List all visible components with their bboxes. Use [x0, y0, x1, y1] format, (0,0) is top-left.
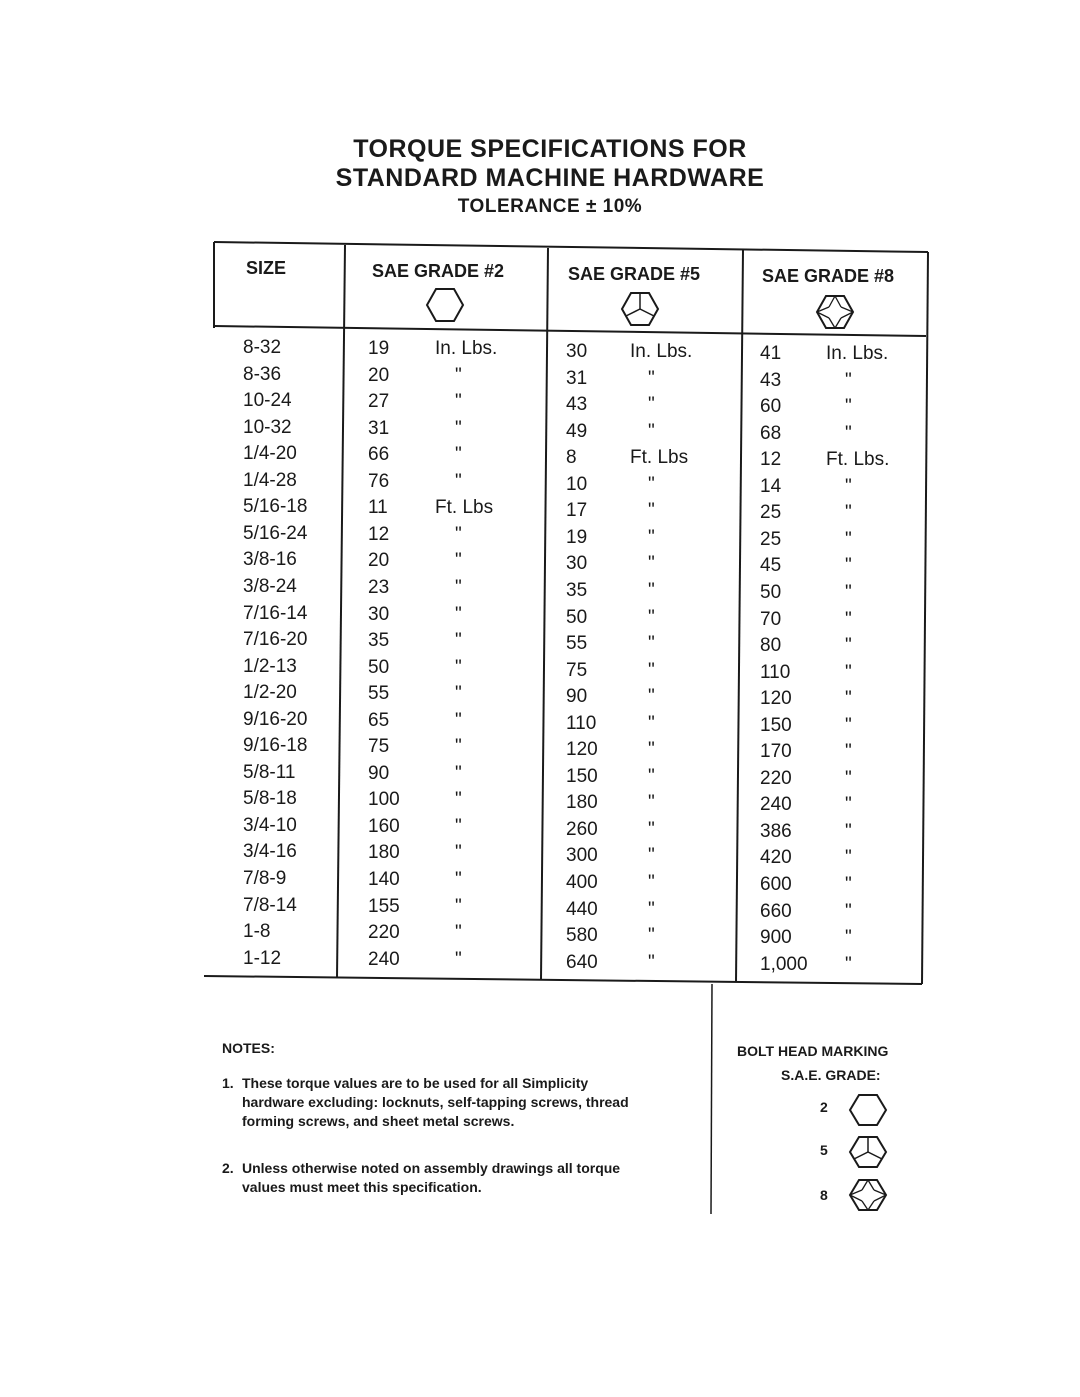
cell-grade5-value: 400: [566, 872, 598, 893]
cell-grade5-unit: ": [648, 500, 655, 522]
cell-size: 1/2-13: [243, 655, 297, 677]
cell-size: 10-24: [243, 390, 292, 412]
cell-grade5-unit: Ft. Lbs: [630, 447, 689, 469]
cell-grade2-value: 27: [368, 391, 390, 413]
cell-size: 8-32: [243, 337, 282, 358]
cell-size: 7/16-20: [243, 629, 308, 651]
cell-grade2-value: 23: [368, 576, 390, 598]
cell-grade5-value: 10: [566, 473, 588, 495]
cell-grade5-value: 120: [566, 739, 598, 761]
cell-grade5-unit: ": [648, 633, 655, 655]
cell-grade2-value: 66: [368, 444, 390, 466]
cell-grade2-unit: In. Lbs.: [435, 338, 498, 359]
cell-grade8-value: 660: [760, 900, 792, 922]
cell-size: 5/8-18: [243, 788, 297, 810]
cell-grade5-unit: ": [648, 526, 655, 548]
cell-grade5-unit: ": [648, 792, 655, 814]
cell-grade8-value: 1,000: [760, 953, 808, 975]
cell-size: 7/16-14: [243, 602, 308, 624]
cell-grade2-unit: ": [455, 603, 462, 625]
cell-grade5-value: 580: [566, 925, 598, 947]
notes-heading: NOTES:: [222, 1040, 275, 1056]
cell-grade8-unit: ": [845, 396, 852, 418]
cell-size: 9/16-18: [243, 735, 308, 757]
cell-grade8-value: 240: [760, 794, 792, 816]
note-2-line-1: Unless otherwise noted on assembly drawings all torque: [242, 1160, 621, 1176]
cell-grade5-value: 75: [566, 659, 588, 681]
cell-grade2-value: 19: [368, 338, 390, 359]
note-1-line-2: hardware excluding: locknuts, self-tapping screws, thread: [242, 1094, 629, 1110]
cell-grade2-value: 65: [368, 709, 390, 731]
cell-grade2-value: 155: [368, 895, 400, 917]
cell-size: 5/16-18: [243, 496, 308, 518]
cell-grade8-unit: Ft. Lbs.: [826, 449, 890, 471]
cell-grade8-value: 900: [760, 927, 792, 949]
cell-grade2-unit: ": [455, 869, 462, 890]
cell-size: 1-12: [243, 947, 282, 969]
cell-grade8-unit: ": [845, 369, 852, 391]
cell-grade5-unit: ": [648, 686, 655, 708]
cell-grade5-unit: ": [648, 739, 655, 761]
cell-grade2-unit: ": [455, 576, 462, 598]
cell-grade2-value: 180: [368, 842, 400, 864]
note-1-line-1: These torque values are to be used for all Simplicity: [242, 1075, 589, 1091]
cell-grade8-unit: ": [845, 661, 852, 683]
cell-grade2-value: 30: [368, 603, 390, 625]
header-size: SIZE: [246, 258, 287, 278]
cell-grade5-unit: ": [648, 872, 655, 893]
cell-grade5-value: 43: [566, 394, 588, 416]
cell-grade5-value: 19: [566, 526, 588, 548]
cell-grade5-value: 8: [566, 447, 577, 469]
cell-grade2-unit: ": [455, 523, 462, 545]
note-2-line-2: values must meet this specification.: [242, 1179, 482, 1195]
cell-grade2-value: 220: [368, 922, 400, 944]
cell-grade5-value: 300: [566, 845, 598, 867]
cell-size: 3/4-10: [243, 814, 297, 836]
cell-grade8-unit: ": [845, 900, 852, 922]
cell-grade8-unit: ": [845, 688, 852, 710]
cell-grade2-unit: ": [455, 815, 462, 837]
cell-grade2-value: 76: [368, 470, 390, 492]
cell-grade8-value: 50: [760, 581, 782, 603]
cell-grade5-unit: ": [648, 394, 655, 416]
header-grade-5: SAE GRADE #5: [568, 264, 701, 284]
cell-size: 3/8-24: [243, 575, 297, 597]
cell-grade8-unit: ": [845, 741, 852, 763]
cell-grade5-value: 180: [566, 792, 598, 814]
legend-subheading: S.A.E. GRADE:: [781, 1067, 881, 1083]
cell-grade8-value: 110: [760, 661, 791, 683]
page-subtitle: STANDARD MACHINE HARDWARE: [335, 164, 765, 192]
cell-grade8-value: 170: [760, 741, 792, 763]
cell-grade5-value: 49: [566, 420, 588, 442]
cell-size: 7/8-9: [243, 868, 287, 889]
cell-grade2-value: 140: [368, 869, 400, 890]
cell-size: 8-36: [243, 363, 282, 385]
cell-size: 5/16-24: [243, 522, 308, 544]
cell-grade2-value: 90: [368, 762, 390, 784]
cell-grade2-value: 31: [368, 417, 390, 439]
cell-grade5-value: 260: [566, 818, 598, 840]
cell-grade8-unit: ": [845, 714, 852, 736]
cell-grade2-value: 20: [368, 364, 390, 386]
hexagon-six-lines-icon: [815, 294, 855, 330]
cell-grade2-unit: ": [455, 683, 462, 705]
cell-grade5-unit: ": [648, 898, 655, 920]
note-1-number: 1.: [222, 1075, 234, 1091]
cell-grade8-unit: ": [845, 953, 852, 975]
cell-grade2-unit: ": [455, 444, 462, 466]
cell-grade8-value: 14: [760, 475, 782, 497]
cell-grade5-unit: ": [648, 420, 655, 442]
note-1-line-3: forming screws, and sheet metal screws.: [242, 1113, 515, 1129]
cell-grade8-value: 120: [760, 688, 792, 710]
cell-size: 1/4-20: [243, 443, 297, 465]
cell-grade5-unit: ": [648, 659, 655, 681]
cell-grade2-unit: ": [455, 762, 462, 784]
cell-grade2-unit: ": [455, 417, 462, 439]
cell-grade8-unit: ": [845, 794, 852, 816]
cell-grade8-unit: ": [845, 767, 852, 789]
cell-grade2-unit: Ft. Lbs: [435, 497, 494, 519]
cell-grade8-unit: ": [845, 608, 852, 630]
cell-size: 5/8-11: [243, 761, 296, 783]
cell-grade8-value: 60: [760, 396, 782, 418]
cell-grade8-value: 68: [760, 422, 782, 444]
page-title: TORQUE SPECIFICATIONS FOR: [353, 135, 747, 163]
cell-grade2-value: 100: [368, 789, 400, 811]
cell-grade2-value: 20: [368, 550, 390, 572]
cell-grade2-unit: ": [455, 709, 462, 731]
cell-grade5-value: 30: [566, 553, 588, 575]
cell-grade5-unit: ": [648, 553, 655, 575]
cell-grade8-value: 220: [760, 767, 792, 789]
cell-grade8-unit: ": [845, 422, 852, 444]
cell-grade5-value: 30: [566, 341, 588, 362]
cell-grade5-value: 110: [566, 712, 597, 734]
cell-grade2-value: 35: [368, 630, 390, 652]
cell-grade2-unit: ": [455, 736, 462, 758]
cell-grade2-unit: ": [455, 391, 462, 413]
hexagon-icon: [425, 287, 465, 323]
cell-grade5-value: 35: [566, 579, 588, 601]
legend-grade-5: 5: [820, 1142, 828, 1158]
cell-grade5-value: 150: [566, 765, 598, 787]
hexagon-three-lines-icon: [848, 1135, 888, 1169]
cell-size: 3/8-16: [243, 549, 297, 571]
cell-grade8-unit: ": [845, 927, 852, 949]
tolerance-label: TOLERANCE ± 10%: [457, 196, 643, 217]
cell-grade5-unit: ": [648, 367, 655, 389]
cell-grade8-unit: ": [845, 502, 852, 524]
cell-grade8-value: 70: [760, 608, 782, 630]
cell-grade5-unit: In. Lbs.: [630, 341, 693, 362]
cell-grade2-value: 50: [368, 656, 390, 678]
note-1: [242, 1074, 712, 1131]
legend-heading: BOLT HEAD MARKING: [737, 1043, 889, 1059]
cell-grade8-value: 43: [760, 369, 782, 391]
cell-grade2-value: 55: [368, 683, 390, 705]
cell-grade5-unit: ": [648, 845, 655, 867]
cell-grade8-unit: ": [845, 874, 852, 895]
cell-grade2-unit: ": [455, 948, 462, 970]
cell-grade2-value: 240: [368, 948, 400, 970]
note-2: [242, 1159, 712, 1197]
cell-grade2-unit: ": [455, 630, 462, 652]
cell-grade5-unit: ": [648, 925, 655, 947]
cell-grade2-value: 75: [368, 736, 390, 758]
cell-grade8-unit: ": [845, 635, 852, 657]
cell-size: 1-8: [243, 921, 271, 943]
cell-grade5-value: 640: [566, 951, 598, 973]
cell-size: 3/4-16: [243, 841, 297, 863]
cell-grade8-value: 25: [760, 502, 782, 524]
cell-grade5-value: 440: [566, 898, 598, 920]
cell-size: 1/4-28: [243, 469, 297, 491]
cell-grade8-unit: ": [845, 475, 852, 497]
cell-size: 10-32: [243, 416, 292, 438]
cell-grade2-unit: ": [455, 789, 462, 811]
header-grade-2: SAE GRADE #2: [372, 261, 505, 281]
cell-grade8-value: 41: [760, 343, 782, 364]
cell-grade2-unit: ": [455, 842, 462, 864]
note-2-number: 2.: [222, 1160, 234, 1176]
cell-grade8-unit: ": [845, 555, 852, 577]
cell-grade5-value: 50: [566, 606, 588, 628]
cell-grade8-unit: ": [845, 847, 852, 869]
cell-grade2-unit: ": [455, 895, 462, 917]
cell-size: 1/2-20: [243, 682, 297, 704]
cell-grade2-value: 11: [368, 497, 388, 519]
cell-grade2-unit: ": [455, 470, 462, 492]
cell-size: 7/8-14: [243, 894, 297, 916]
cell-grade5-value: 17: [566, 500, 588, 522]
cell-grade2-unit: ": [455, 656, 462, 678]
cell-grade2-value: 12: [368, 523, 390, 545]
cell-grade8-unit: In. Lbs.: [826, 343, 889, 364]
cell-grade5-unit: ": [648, 606, 655, 628]
cell-grade8-value: 45: [760, 555, 782, 577]
cell-grade5-unit: ": [648, 473, 655, 495]
cell-grade8-value: 386: [760, 820, 792, 842]
cell-grade8-value: 420: [760, 847, 792, 869]
cell-grade8-unit: ": [845, 528, 852, 550]
cell-grade8-unit: ": [845, 820, 852, 842]
cell-grade8-value: 12: [760, 449, 782, 471]
cell-grade2-unit: ": [455, 550, 462, 572]
cell-grade8-value: 150: [760, 714, 792, 736]
cell-grade2-unit: ": [455, 922, 462, 944]
cell-grade8-value: 25: [760, 528, 782, 550]
cell-grade5-unit: ": [648, 951, 655, 973]
cell-grade8-value: 600: [760, 874, 792, 895]
cell-size: 9/16-20: [243, 708, 308, 730]
header-grade-8: SAE GRADE #8: [762, 266, 895, 286]
cell-grade5-unit: ": [648, 765, 655, 787]
cell-grade5-unit: ": [648, 579, 655, 601]
legend-grade-2: 2: [820, 1099, 828, 1115]
hexagon-six-lines-icon: [848, 1178, 888, 1212]
cell-grade8-value: 80: [760, 635, 782, 657]
hexagon-icon: [848, 1093, 888, 1127]
cell-grade5-unit: ": [648, 712, 655, 734]
hexagon-three-lines-icon: [620, 291, 660, 327]
legend-grade-8: 8: [820, 1187, 828, 1203]
cell-grade5-value: 55: [566, 633, 588, 655]
cell-grade5-unit: ": [648, 818, 655, 840]
cell-grade8-unit: ": [845, 581, 852, 603]
cell-grade2-unit: ": [455, 364, 462, 386]
cell-grade5-value: 31: [566, 367, 588, 389]
cell-grade2-value: 160: [368, 815, 400, 837]
cell-grade5-value: 90: [566, 686, 588, 708]
